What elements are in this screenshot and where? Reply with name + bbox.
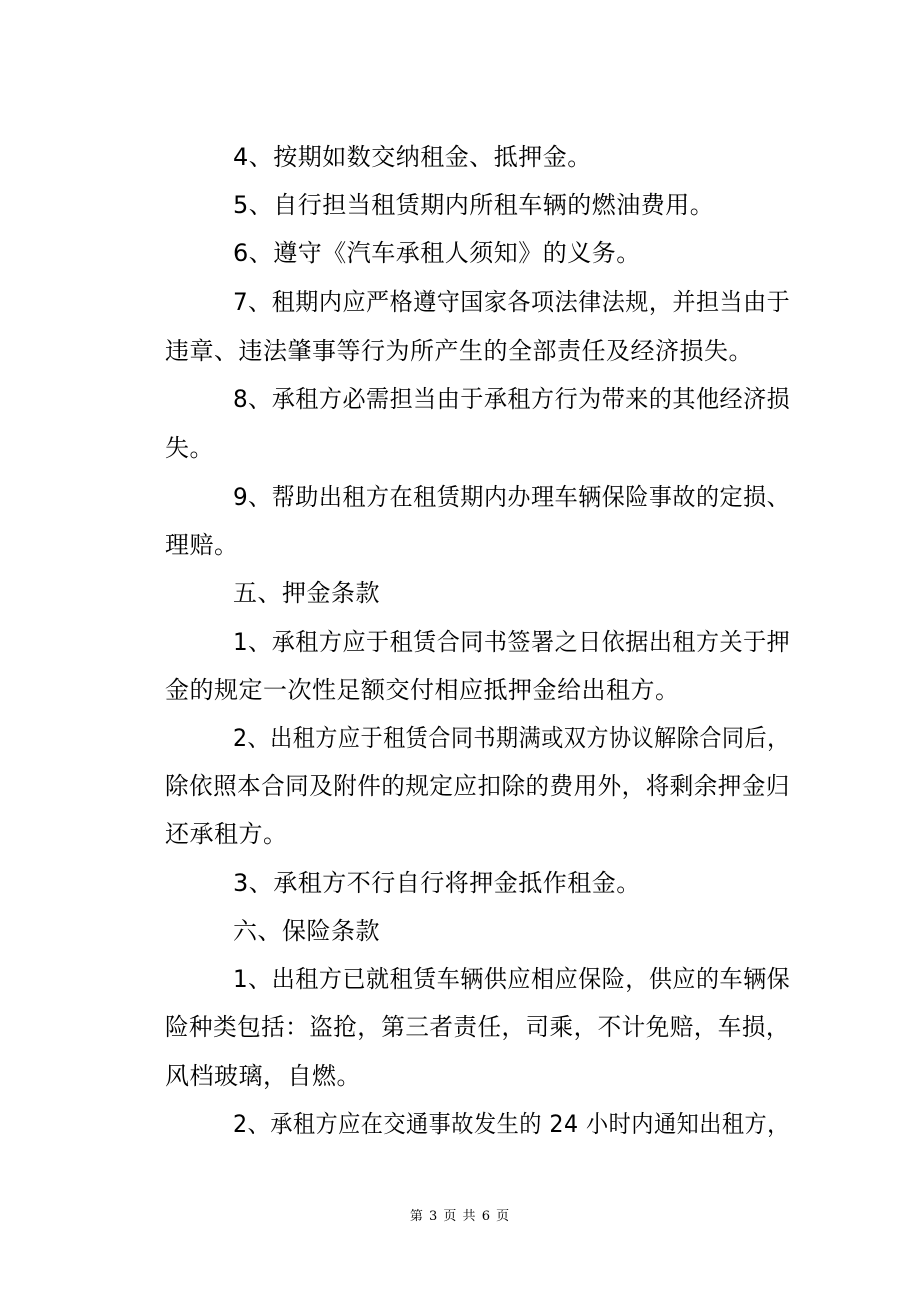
text-line: 8、承租方必需担当由于承租方行为带来的其他经济损 <box>233 385 791 413</box>
text-line: 风档玻璃，自燃。 <box>165 1062 361 1090</box>
text-line: 除依照本合同及附件的规定应扣除的费用外，将剩余押金归 <box>165 772 790 800</box>
text-line: 2、承租方应在交通事故发生的 24 小时内通知出租方， <box>233 1110 790 1138</box>
text-line: 5、自行担当租赁期内所租车辆的燃油费用。 <box>233 191 715 219</box>
text-line: 3、承租方不行自行将押金抵作租金。 <box>233 869 641 897</box>
text-line: 4、按期如数交纳租金、抵押金。 <box>233 143 592 171</box>
section-heading: 五、押金条款 <box>233 579 380 607</box>
text-line: 失。 <box>165 434 214 462</box>
text-line: 理赔。 <box>165 531 239 559</box>
text-line: 违章、违法肇事等行为所产生的全部责任及经济损失。 <box>165 337 753 365</box>
text-line: 6、遵守《汽车承租人须知》的义务。 <box>233 239 641 267</box>
text-line: 2、出租方应于租赁合同书期满或双方协议解除合同后， <box>233 724 790 752</box>
text-line: 1、出租方已就租赁车辆供应相应保险，供应的车辆保 <box>233 965 791 993</box>
section-heading: 六、保险条款 <box>233 917 380 945</box>
text-line: 金的规定一次性足额交付相应抵押金给出租方。 <box>165 676 680 704</box>
text-line: 还承租方。 <box>165 820 288 848</box>
page-footer: 第 3 页 共 6 页 <box>409 1209 511 1224</box>
text-line: 险种类包括：盗抢，第三者责任，司乘，不计免赔，车损， <box>165 1013 790 1041</box>
text-line: 1、承租方应于租赁合同书签署之日依据出租方关于押 <box>233 628 791 656</box>
text-line: 9、帮助出租方在租赁期内办理车辆保险事故的定损、 <box>233 483 791 511</box>
text-line: 7、租期内应严格遵守国家各项法律法规，并担当由于 <box>233 288 791 316</box>
